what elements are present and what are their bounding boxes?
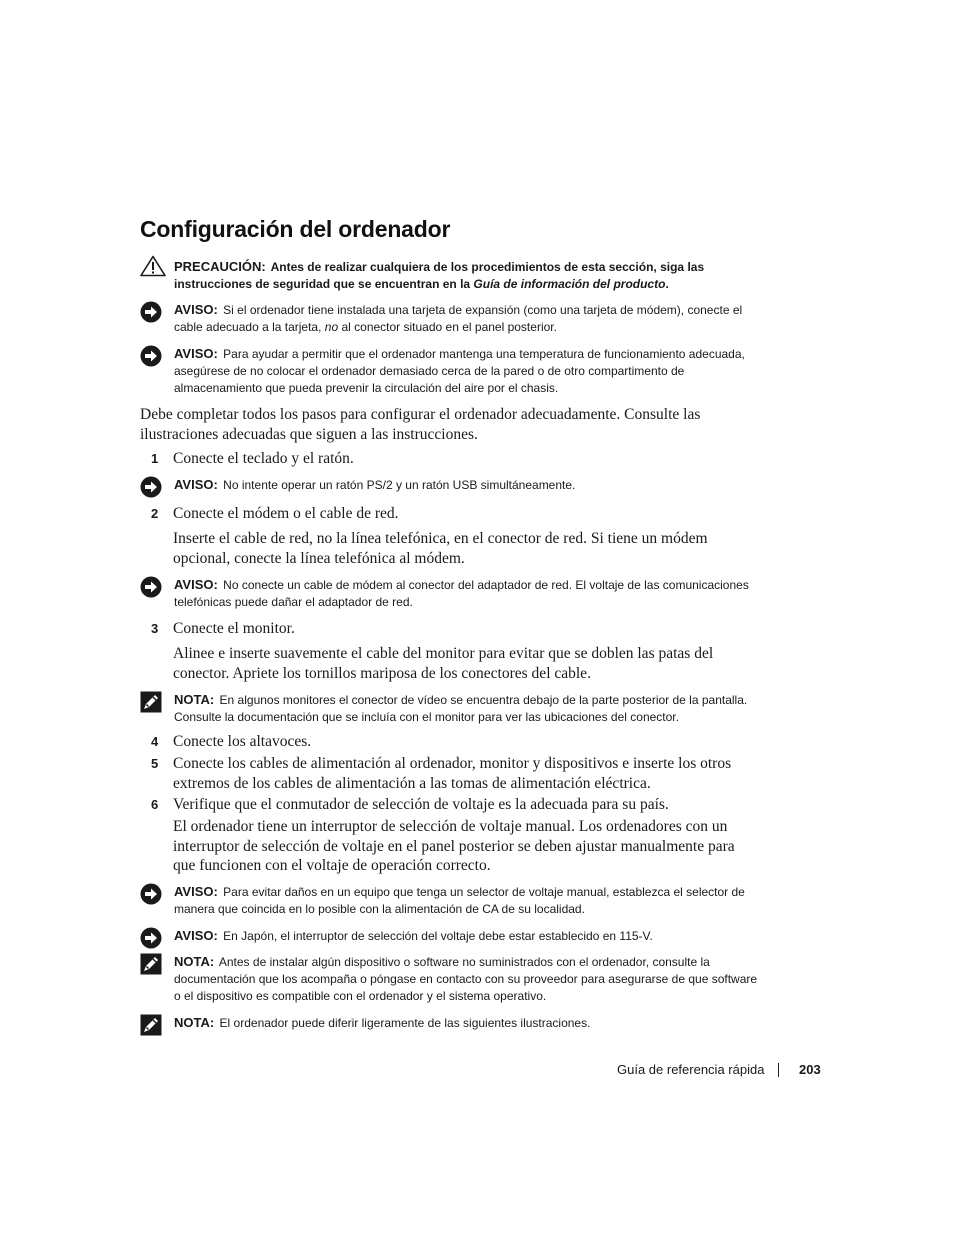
step-text: Verifique que el conmutador de selección de voltaje es la adecuada para su país.	[173, 796, 669, 813]
note-block	[140, 691, 762, 726]
notice-label: AVISO:	[174, 884, 218, 899]
notice-arrow-icon	[140, 576, 162, 598]
caution-reference: Guía de información del producto	[473, 277, 666, 291]
notice-block	[140, 476, 762, 494]
notice-block	[140, 345, 762, 397]
note-pencil-icon	[140, 691, 162, 713]
step-number: 5	[151, 756, 159, 771]
notice-label: AVISO:	[174, 928, 218, 943]
note-label: NOTA:	[174, 1015, 215, 1030]
note-text: Antes de instalar algún dispositivo o software no suministrados con el ordenador, consulte la documentación que los acompaña o póngase en contacto con su proveedor para asegurarse de que software o el dispositivo es compatible con el ordenador y el sistema operativo.	[174, 955, 758, 1003]
note-pencil-icon	[140, 953, 162, 975]
notice-label: AVISO:	[174, 346, 218, 361]
notice-arrow-icon	[140, 476, 162, 498]
notice-text: Para evitar daños en un equipo que tenga un selector de voltaje manual, establezca el selector de manera que coincida en lo posible con la alimentación de CA de su localidad.	[174, 885, 745, 916]
intro-paragraph: Debe completar todos los pasos para configurar el ordenador adecuadamente. Consulte las ilustraciones adecuadas que siguen a las instrucciones.	[140, 406, 701, 443]
step-text: Conecte el módem o el cable de red.	[173, 505, 399, 522]
step-item	[140, 732, 740, 752]
notice-text: En Japón, el interruptor de selección del voltaje debe estar establecido en 115-V.	[223, 929, 653, 943]
step-detail: El ordenador tiene un interruptor de selección de voltaje manual. Los ordenadores con un interruptor de selección de voltaje en el panel posterior se deben ajustar manualmente para que funcionen con el voltaje de operación correcto.	[173, 818, 735, 874]
notice-label: AVISO:	[174, 477, 218, 492]
page-number: 203	[799, 1062, 821, 1077]
step-item	[140, 504, 740, 524]
page-title: Configuración del ordenador	[140, 216, 451, 242]
notice-arrow-icon	[140, 345, 162, 367]
footer-separator	[778, 1063, 779, 1077]
note-label: NOTA:	[174, 692, 215, 707]
step-item	[140, 619, 740, 639]
notice-label: AVISO:	[174, 577, 218, 592]
note-block	[140, 953, 762, 1005]
step-text: Conecte los cables de alimentación al ordenador, monitor y dispositivos e inserte los otros extremos de los cables de alimentación a las tomas de alimentación eléctrica.	[173, 755, 732, 792]
notice-arrow-icon	[140, 301, 162, 323]
step-detail: Alinee e inserte suavemente el cable del monitor para evitar que se doblen las patas del conector. Apriete los tornillos mariposa de los conectores del cable.	[173, 645, 714, 682]
notice-text: Si el ordenador tiene instalada una tarjeta de expansión (como una tarjeta de módem), conecte el cable adecuado a la tarjeta,	[174, 303, 743, 334]
note-text: En algunos monitores el conector de vídeo se encuentra debajo de la parte posterior de la pantalla. Consulte la documentación que se incluía con el monitor para ver las ubicaciones del conector.	[174, 693, 748, 724]
notice-block	[140, 883, 762, 918]
notice-text: No conecte un cable de módem al conector del adaptador de red. El voltaje de las comunicaciones telefónicas puede dañar el adaptador de red.	[174, 578, 749, 609]
step-number: 3	[151, 621, 159, 636]
note-text: El ordenador puede diferir ligeramente de las siguientes ilustraciones.	[219, 1016, 591, 1030]
step-number: 1	[151, 451, 159, 466]
notice-text: Para ayudar a permitir que el ordenador mantenga una temperatura de funcionamiento adecuada, asegúrese de no colocar el ordenador demasiado cerca de la pared o de otro compartimento de almacenamiento que pueda prevenir la circulación del aire por el chasis.	[174, 347, 745, 395]
notice-text: No intente operar un ratón PS/2 y un ratón USB simultáneamente.	[223, 478, 576, 492]
step-detail: Inserte el cable de red, no la línea telefónica, en el conector de red. Si tiene un módem opcional, conecte la línea telefónica al módem.	[173, 530, 708, 567]
caution-block: PRECAUCIÓN: Antes de realizar cualquiera de los procedimientos de esta sección, siga las instrucciones de seguridad que se encuentran en la Guía de información del producto.	[140, 258, 762, 293]
step-item	[140, 795, 740, 815]
note-pencil-icon	[140, 1014, 162, 1036]
step-number: 4	[151, 734, 159, 749]
step-number: 6	[151, 797, 159, 812]
step-text: Conecte los altavoces.	[173, 733, 312, 750]
caution-text: Antes de realizar cualquiera de los procedimientos de esta sección, siga las instrucciones de seguridad que se encuentran en la	[174, 260, 705, 291]
step-text: Conecte el teclado y el ratón.	[173, 450, 354, 467]
notice-label: AVISO:	[174, 302, 218, 317]
notice-block: AVISO: Si el ordenador tiene instalada una tarjeta de expansión (como una tarjeta de módem), conecte el cable adecuado a la tarjeta, no al conector situado en el panel posterior.	[140, 301, 762, 336]
step-item	[140, 754, 740, 793]
notice-block	[140, 576, 762, 611]
notice-arrow-icon	[140, 883, 162, 905]
caution-label: PRECAUCIÓN:	[174, 259, 266, 274]
notice-block	[140, 927, 762, 945]
footer-label: Guía de referencia rápida	[617, 1062, 765, 1077]
warning-triangle-icon	[140, 255, 166, 277]
notice-arrow-icon	[140, 927, 162, 949]
step-number: 2	[151, 506, 159, 521]
step-item	[140, 449, 740, 469]
note-label: NOTA:	[174, 954, 215, 969]
note-block	[140, 1014, 762, 1032]
step-text: Conecte el monitor.	[173, 620, 295, 637]
